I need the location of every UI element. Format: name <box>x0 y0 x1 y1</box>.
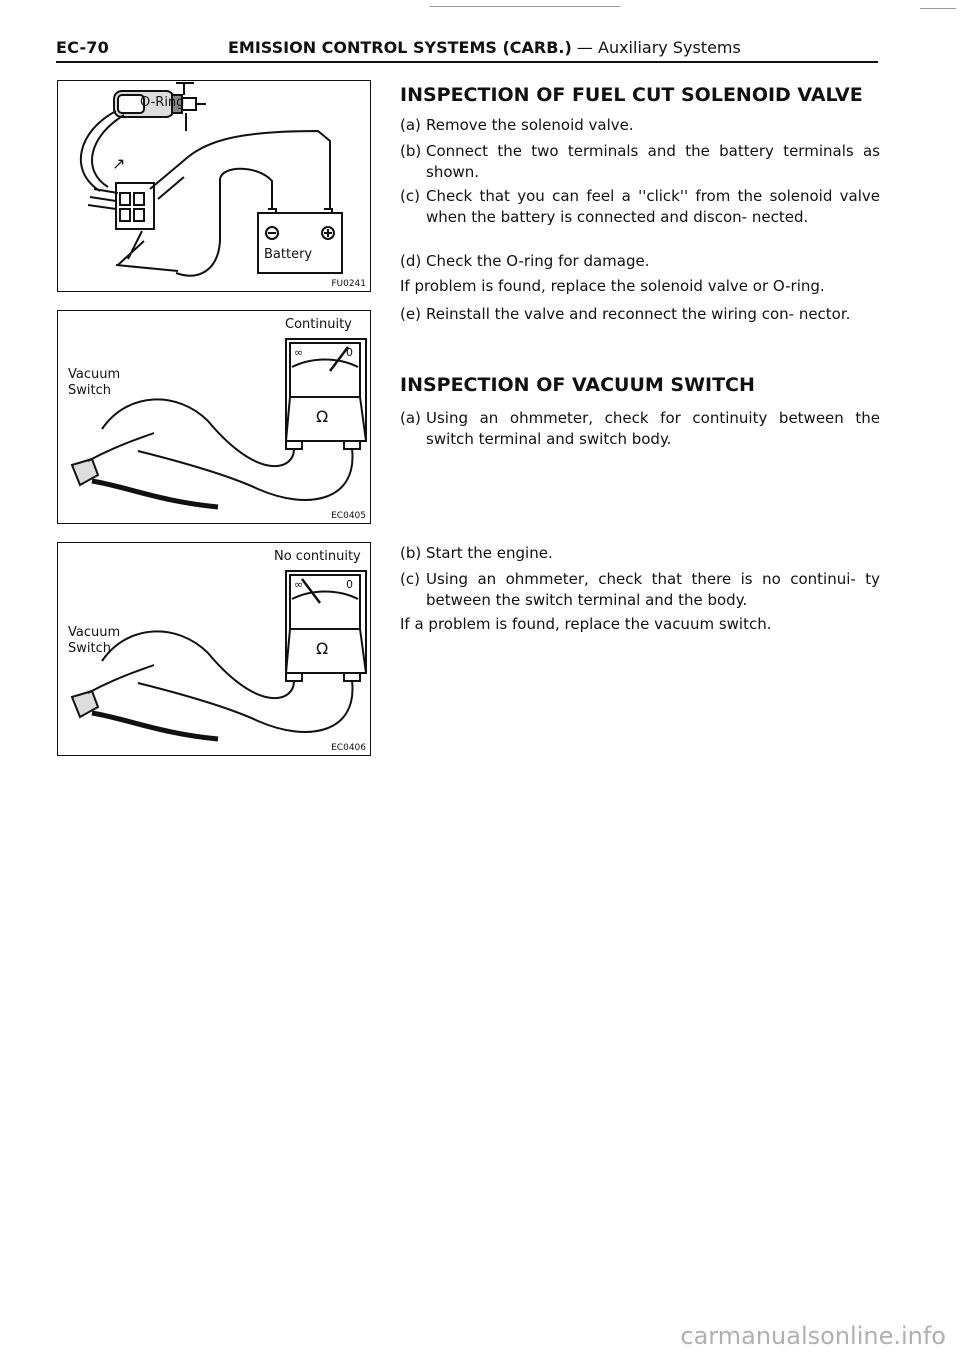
figure-solenoid-battery <box>57 80 371 292</box>
step-text: Using an ohmmeter, check for continuity between the switch terminal and switch body. <box>426 409 880 448</box>
scan-artifact-top <box>430 6 620 7</box>
step-key: (e) <box>400 305 421 323</box>
scan-artifact-corner <box>920 8 956 9</box>
step-key: (d) <box>400 252 422 270</box>
fuel-cut-step-a <box>400 115 880 136</box>
step-key: (b) <box>400 142 422 160</box>
vacuum-step-a <box>400 408 880 450</box>
label-meter-state: No continuity <box>274 549 361 564</box>
step-text: Using an ohmmeter, check that there is no continui- ty between the switch terminal and the body. <box>426 570 880 609</box>
fuel-cut-step-e <box>400 304 880 325</box>
label-battery: Battery <box>264 247 313 262</box>
heading-vacuum-switch: INSPECTION OF VACUUM SWITCH <box>400 374 755 396</box>
fuel-cut-step-b <box>400 141 880 183</box>
fuel-cut-note: If problem is found, replace the solenoid valve or O-ring. <box>400 277 825 295</box>
step-text: Remove the solenoid valve. <box>426 116 634 134</box>
label-infinity: ∞ <box>294 578 304 591</box>
section-title-sub: — Auxiliary Systems <box>571 38 741 57</box>
fuel-cut-step-d <box>400 251 880 272</box>
label-device: Vacuum Switch <box>68 367 121 398</box>
step-text: Connect the two terminals and the battery terminals as shown. <box>426 142 880 181</box>
figure-code: FU0241 <box>331 279 366 289</box>
label-device: Vacuum Switch <box>68 625 121 656</box>
step-text: Check the O-ring for damage. <box>426 252 650 270</box>
label-oring: O-Ring <box>140 95 185 110</box>
step-text: Start the engine. <box>426 544 553 562</box>
step-key: (c) <box>400 187 420 205</box>
figure-code: EC0405 <box>331 511 366 521</box>
section-title <box>228 38 741 57</box>
step-text: Reinstall the valve and reconnect the wiring con- nector. <box>426 305 851 323</box>
figure-vacuum-no-continuity <box>57 542 371 756</box>
page-number: EC-70 <box>56 38 109 57</box>
header-rule <box>56 61 878 63</box>
vacuum-step-c <box>400 569 880 611</box>
figure-vacuum-continuity <box>57 310 371 524</box>
page-header <box>56 38 878 62</box>
solenoid-battery-illustration <box>58 81 370 291</box>
label-meter-state: Continuity <box>285 317 352 332</box>
heading-fuel-cut: INSPECTION OF FUEL CUT SOLENOID VALVE <box>400 84 863 106</box>
ohm-icon: Ω <box>316 639 329 658</box>
step-text: Check that you can feel a ''click'' from the solenoid valve when the battery is connected and discon- nected. <box>426 187 880 226</box>
step-key: (a) <box>400 116 421 134</box>
step-key: (b) <box>400 544 422 562</box>
section-title-main: EMISSION CONTROL SYSTEMS (CARB.) <box>228 38 572 57</box>
step-key: (c) <box>400 570 420 588</box>
ohm-icon: Ω <box>316 407 329 426</box>
step-key: (a) <box>400 409 421 427</box>
figure-code: EC0406 <box>331 743 366 753</box>
label-zero: 0 <box>346 578 353 591</box>
arrow-icon: ↗ <box>112 154 126 173</box>
label-infinity: ∞ <box>294 346 304 359</box>
watermark: carmanualsonline.info <box>680 1322 946 1350</box>
fuel-cut-step-c <box>400 186 880 228</box>
label-zero: 0 <box>346 346 353 359</box>
vacuum-step-b <box>400 543 880 564</box>
vacuum-note: If a problem is found, replace the vacuum switch. <box>400 615 772 633</box>
